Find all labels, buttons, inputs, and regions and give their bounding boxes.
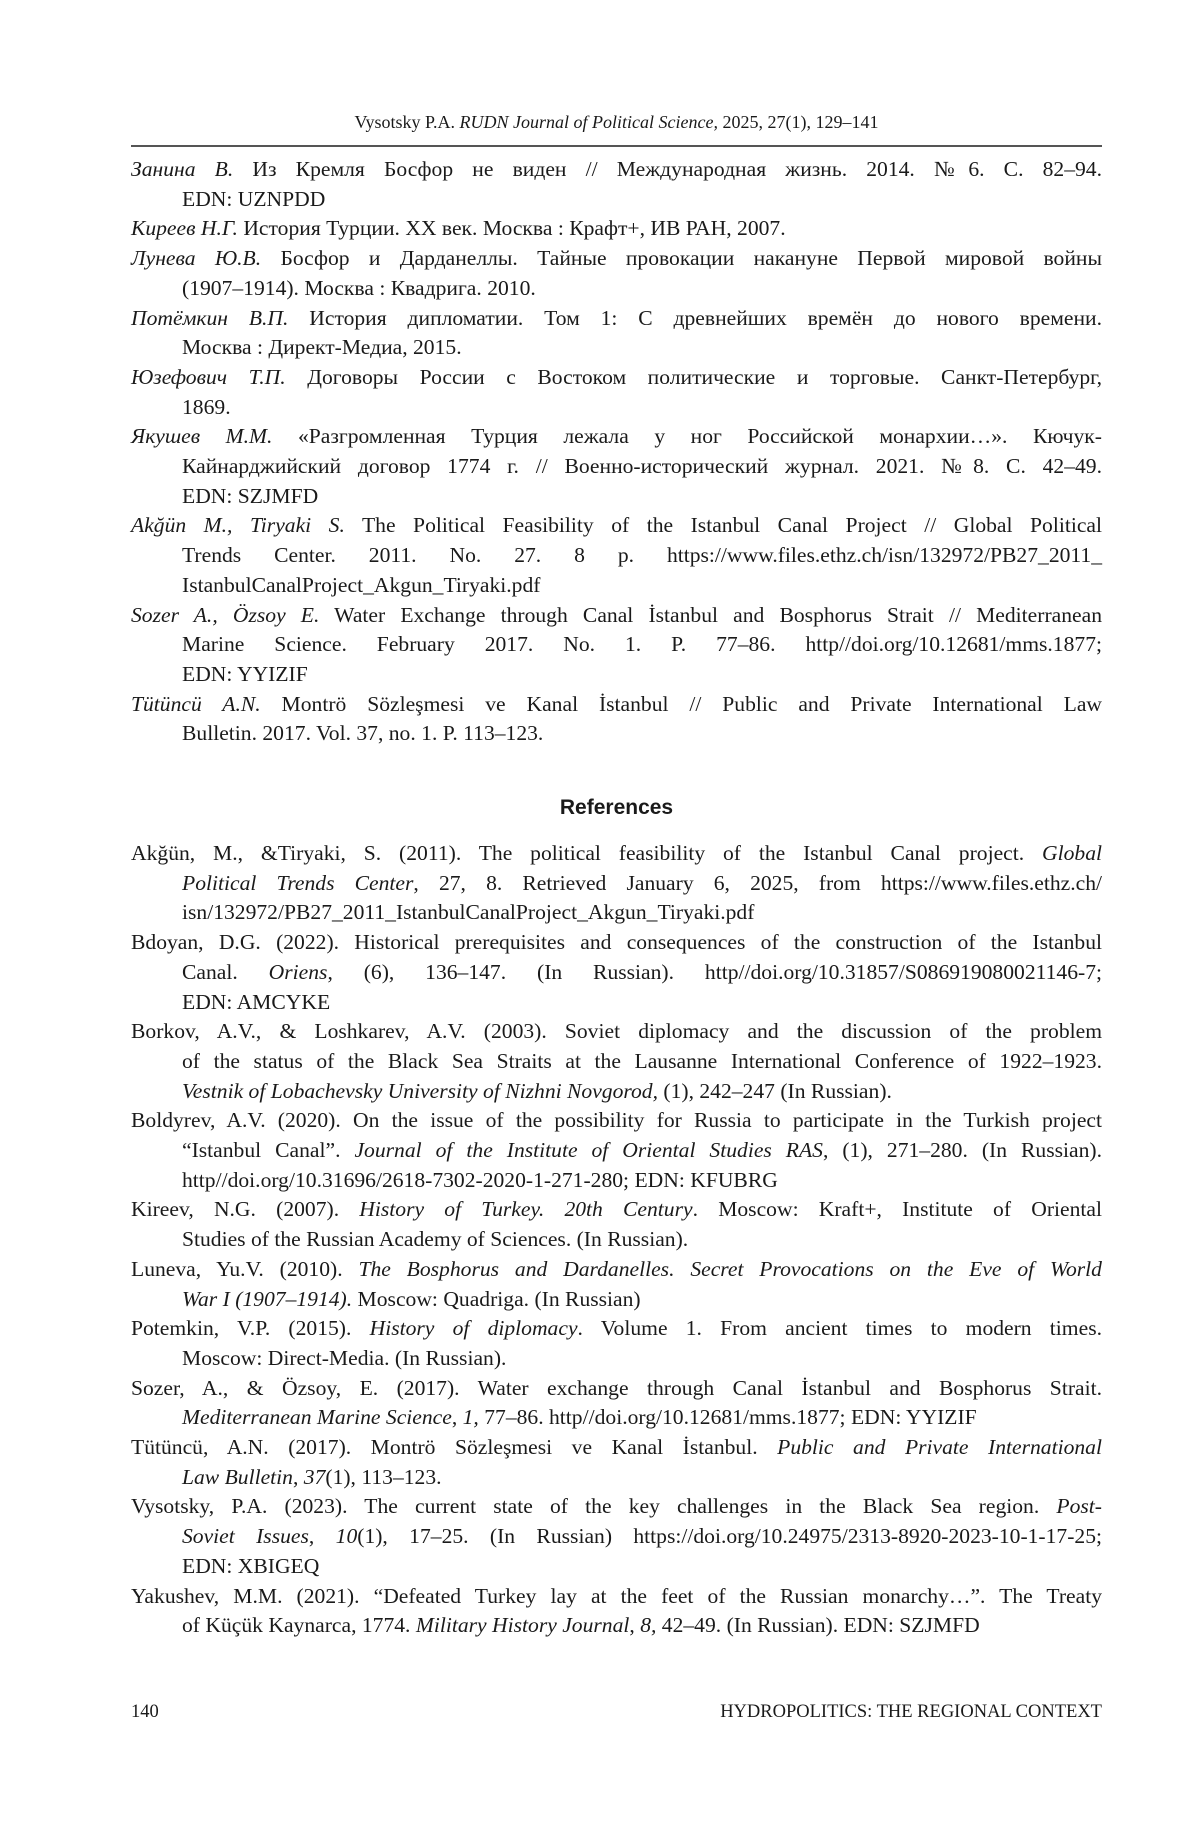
- reference-line: [131, 1403, 1102, 1433]
- text: Canal.: [182, 960, 269, 984]
- text: (1), 113–123.: [325, 1465, 441, 1489]
- text: ,: [293, 1465, 304, 1489]
- reference-line: [131, 1225, 1102, 1255]
- text: ,: [309, 1524, 336, 1548]
- reference-entry: [131, 422, 1102, 511]
- reference-entry: [131, 690, 1102, 749]
- reference-line: [131, 630, 1102, 660]
- text: Москва : Директ-Медиа, 2015.: [182, 335, 462, 359]
- reference-line: [131, 155, 1102, 185]
- italic-text: History of Turkey. 20th Century: [359, 1197, 692, 1221]
- text: Boldyrev, A.V. (2020). On the issue of the possibility for Russia to participate in the Turkish project: [131, 1108, 1102, 1132]
- reference-line: [131, 1582, 1102, 1612]
- reference-entry: [131, 1106, 1102, 1195]
- text: (1907–1914). Москва : Квадрига. 2010.: [182, 276, 536, 300]
- italic-text: Юзефович Т.П.: [131, 365, 286, 389]
- text: (1), 17–25. (In Russian) https://doi.org/10.24975/2313-8920-2023-10-1-17-25;: [357, 1524, 1102, 1548]
- text: Kireev, N.G. (2007).: [131, 1197, 359, 1221]
- text: Tütüncü, A.N. (2017). Montrö Sözleşmesi ve Kanal İstanbul.: [131, 1435, 777, 1459]
- italic-text: Киреев Н.Г.: [131, 216, 238, 240]
- text: EDN: AMCYKE: [182, 990, 330, 1014]
- italic-text: 10: [336, 1524, 358, 1548]
- text: of the status of the Black Sea Straits at the Lausanne International Conference of 1922–1923.: [182, 1049, 1102, 1073]
- text: Кайнарджийский договор 1774 г. // Военно-исторический журнал. 2021. №8. С. 42–49.: [182, 454, 1102, 478]
- text: , (6), 136–147. (In Russian). http//doi.org/10.31857/S086919080021146-7;: [327, 960, 1102, 984]
- italic-text: Global: [1042, 841, 1102, 865]
- reference-entry: [131, 304, 1102, 363]
- reference-entry: [131, 1314, 1102, 1373]
- reference-line: [131, 1285, 1102, 1315]
- reference-line: [131, 452, 1102, 482]
- italic-text: Post-: [1056, 1494, 1102, 1518]
- reference-line: [131, 1195, 1102, 1225]
- italic-text: Tütüncü A.N.: [131, 692, 261, 716]
- italic-text: Soviet Issues: [182, 1524, 309, 1548]
- reference-entry: [131, 601, 1102, 690]
- text: Marine Science. February 2017. No. 1. P. 77–86. http//doi.org/10.12681/mms.1877;: [182, 632, 1102, 656]
- reference-line: [131, 1017, 1102, 1047]
- italic-text: 8,: [640, 1613, 656, 1637]
- italic-text: Military History Journal: [416, 1613, 630, 1637]
- reference-line: [131, 1106, 1102, 1136]
- reference-entry: [131, 244, 1102, 303]
- text: 1869.: [182, 395, 231, 419]
- reference-line: [131, 244, 1102, 274]
- text: EDN: SZJMFD: [182, 484, 318, 508]
- reference-line: [131, 304, 1102, 334]
- reference-entry: [131, 1017, 1102, 1106]
- text: EDN: YYIZIF: [182, 662, 308, 686]
- text: “Istanbul Canal”.: [182, 1138, 354, 1162]
- text: Moscow: Quadriga. (In Russian): [352, 1287, 640, 1311]
- reference-line: [131, 422, 1102, 452]
- reference-line: [131, 333, 1102, 363]
- reference-line: [131, 541, 1102, 571]
- italic-text: History of diplomacy: [370, 1316, 578, 1340]
- reference-line: [131, 898, 1102, 928]
- text: Montrö Sözleşmesi ve Kanal İstanbul // Public and Private International Law: [261, 692, 1102, 716]
- russian-bibliography: [131, 155, 1102, 749]
- text: ,: [629, 1613, 640, 1637]
- text: EDN: UZNPDD: [182, 187, 325, 211]
- text: «Разгромленная Турция лежала у ног Российской монархии…». Кючук-: [272, 424, 1102, 448]
- text: Vysotsky, P.A. (2023). The current state of the key challenges in the Black Sea region.: [131, 1494, 1056, 1518]
- italic-text: The Bosphorus and Dardanelles. Secret Provocations on the Eve of World: [358, 1257, 1102, 1281]
- italic-text: Oriens: [269, 960, 328, 984]
- text: Босфор и Дарданеллы. Тайные провокации накануне Первой мировой войны: [261, 246, 1102, 270]
- reference-line: [131, 1047, 1102, 1077]
- reference-line: [131, 719, 1102, 749]
- text: Договоры России с Востоком политические и торговые. Санкт-Петербург,: [286, 365, 1102, 389]
- reference-line: [131, 571, 1102, 601]
- italic-text: Vestnik of Lobachevsky University of Nizhni Novgorod,: [182, 1079, 658, 1103]
- reference-line: [131, 601, 1102, 631]
- italic-text: 1,: [463, 1405, 479, 1429]
- reference-line: [131, 1314, 1102, 1344]
- italic-text: Sozer A., Özsoy E.: [131, 603, 319, 627]
- text: Bulletin. 2017. Vol. 37, no. 1. P. 113–123.: [182, 721, 543, 745]
- reference-entry: [131, 1255, 1102, 1314]
- reference-line: [131, 988, 1102, 1018]
- text: История дипломатии. Том 1: С древнейших времён до нового времени.: [288, 306, 1102, 330]
- page-number: 140: [131, 1702, 159, 1723]
- reference-entry: [131, 1492, 1102, 1581]
- text: . Volume 1. From ancient times to modern times.: [578, 1316, 1102, 1340]
- italic-text: Public and Private International: [777, 1435, 1102, 1459]
- reference-entry: [131, 839, 1102, 928]
- reference-entry: [131, 1433, 1102, 1492]
- text: Yakushev, M.M. (2021). “Defeated Turkey lay at the feet of the Russian monarchy…”. The Treaty: [131, 1584, 1102, 1608]
- text: 42–49. (In Russian). EDN: SZJMFD: [656, 1613, 979, 1637]
- reference-line: [131, 1611, 1102, 1641]
- reference-line: [131, 1522, 1102, 1552]
- reference-line: [131, 1374, 1102, 1404]
- reference-line: [131, 185, 1102, 215]
- italic-text: Journal of the Institute of Oriental Studies RAS: [354, 1138, 823, 1162]
- text: The Political Feasibility of the Istanbul Canal Project // Global Political: [345, 513, 1102, 537]
- reference-entry: [131, 928, 1102, 1017]
- reference-entry: [131, 1582, 1102, 1641]
- italic-text: Political Trends Center: [182, 871, 413, 895]
- italic-text: 37: [304, 1465, 326, 1489]
- italic-text: Занина В.: [131, 157, 233, 181]
- reference-line: [131, 690, 1102, 720]
- text: . Moscow: Kraft+, Institute of Oriental: [693, 1197, 1102, 1221]
- reference-line: [131, 511, 1102, 541]
- text: 77–86. http//doi.org/10.12681/mms.1877; EDN: YYIZIF: [479, 1405, 977, 1429]
- reference-line: [131, 1077, 1102, 1107]
- reference-entry: [131, 363, 1102, 422]
- header-author: Vysotsky P.A.: [355, 112, 460, 132]
- italic-text: Якушев М.М.: [131, 424, 272, 448]
- text: Trends Center. 2011. No. 27. 8 p. https://www.files.ethz.ch/isn/132972/PB27_2011_: [182, 543, 1102, 567]
- text: http//doi.org/10.31696/2618-7302-2020-1-271-280; EDN: KFUBRG: [182, 1168, 778, 1192]
- reference-line: [131, 482, 1102, 512]
- italic-text: Akğün M., Tiryaki S.: [131, 513, 345, 537]
- reference-line: [131, 1433, 1102, 1463]
- reference-line: [131, 1492, 1102, 1522]
- reference-line: [131, 1166, 1102, 1196]
- text: , 27, 8. Retrieved January 6, 2025, from https://www.files.ethz.ch/: [413, 871, 1102, 895]
- text: Borkov, A.V., & Loshkarev, A.V. (2003). Soviet diplomacy and the discussion of the problem: [131, 1019, 1102, 1043]
- reference-entry: [131, 511, 1102, 600]
- reference-line: [131, 928, 1102, 958]
- text: (1), 242–247 (In Russian).: [658, 1079, 892, 1103]
- reference-line: [131, 869, 1102, 899]
- reference-entry: [131, 214, 1102, 244]
- text: isn/132972/PB27_2011_IstanbulCanalProject_Akgun_Tiryaki.pdf: [182, 900, 754, 924]
- text: Из Кремля Босфор не виден // Международная жизнь. 2014. №6. С. 82–94.: [233, 157, 1102, 181]
- header-issue: 2025, 27(1), 129–141: [718, 112, 879, 132]
- reference-line: [131, 839, 1102, 869]
- italic-text: War I (1907–1914).: [182, 1287, 352, 1311]
- reference-line: [131, 1255, 1102, 1285]
- reference-line: [131, 1463, 1102, 1493]
- references-heading: References: [131, 796, 1102, 820]
- reference-line: [131, 660, 1102, 690]
- text: Luneva, Yu.V. (2010).: [131, 1257, 358, 1281]
- text: Bdoyan, D.G. (2022). Historical prerequisites and consequences of the construction of the Istanbul: [131, 930, 1102, 954]
- reference-line: [131, 274, 1102, 304]
- header-rule: [131, 145, 1102, 147]
- page-footer: [131, 1702, 1102, 1723]
- references-list: [131, 839, 1102, 1641]
- text: of Küçük Kaynarca, 1774.: [182, 1613, 416, 1637]
- reference-entry: [131, 1374, 1102, 1433]
- text: Moscow: Direct-Media. (In Russian).: [182, 1346, 506, 1370]
- text: Akğün, M., &Tiryaki, S. (2011). The political feasibility of the Istanbul Canal project.: [131, 841, 1042, 865]
- reference-line: [131, 363, 1102, 393]
- italic-text: Mediterranean Marine Science: [182, 1405, 452, 1429]
- italic-text: Потёмкин В.П.: [131, 306, 288, 330]
- running-header: [131, 112, 1102, 133]
- text: История Турции. XX век. Москва : Крафт+, ИВ РАН, 2007.: [238, 216, 786, 240]
- reference-line: [131, 958, 1102, 988]
- section-title: HYDROPOLITICS: THE REGIONAL CONTEXT: [720, 1702, 1102, 1723]
- text: Potemkin, V.P. (2015).: [131, 1316, 370, 1340]
- reference-line: [131, 214, 1102, 244]
- reference-entry: [131, 155, 1102, 214]
- reference-entry: [131, 1195, 1102, 1254]
- text: EDN: XBIGEQ: [182, 1554, 319, 1578]
- reference-line: [131, 393, 1102, 423]
- text: Sozer, A., & Özsoy, E. (2017). Water exchange through Canal İstanbul and Bosphorus Strait.: [131, 1376, 1102, 1400]
- reference-line: [131, 1344, 1102, 1374]
- italic-text: Law Bulletin: [182, 1465, 293, 1489]
- text: Studies of the Russian Academy of Sciences. (In Russian).: [182, 1227, 688, 1251]
- reference-line: [131, 1552, 1102, 1582]
- italic-text: Лунева Ю.В.: [131, 246, 261, 270]
- header-journal: RUDN Journal of Political Science,: [460, 112, 718, 132]
- text: , (1), 271–280. (In Russian).: [823, 1138, 1102, 1162]
- text: ,: [452, 1405, 463, 1429]
- reference-line: [131, 1136, 1102, 1166]
- text: Water Exchange through Canal İstanbul and Bosphorus Strait // Mediterranean: [319, 603, 1102, 627]
- text: IstanbulCanalProject_Akgun_Tiryaki.pdf: [182, 573, 540, 597]
